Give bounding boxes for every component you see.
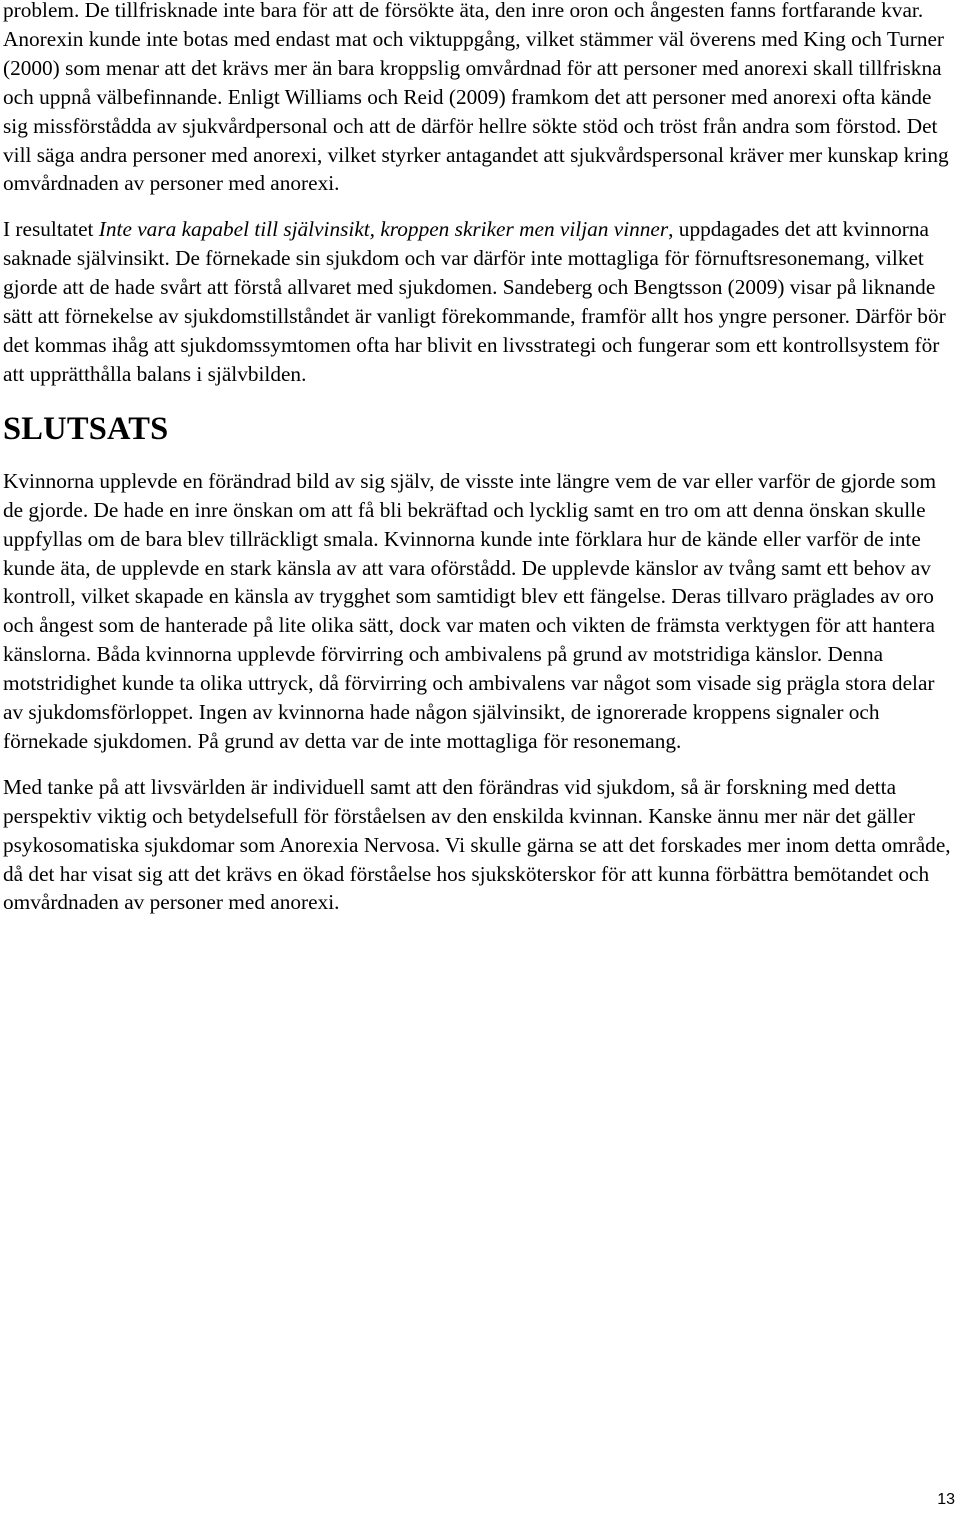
body-paragraph: problem. De tillfrisknade inte bara för att de försökte äta, den inre oron och ångesten fanns fortfarande kvar. Anorexin kunde inte botas med endast mat och viktuppgång, vilket stämmer väl överens med King och Turner (2000) som menar att det krävs mer än bara kroppslig omvårdnad för att personer med anorexi skall tillfriskna och uppnå välbefinnande. Enligt Williams och Reid (2009) framkom det att personer med anorexi ofta kände sig missförstådda av sjukvårdpersonal och att de därför hellre sökte stöd och tröst från andra som förstod. Det vill säga andra personer med anorexi, vilket styrker antagandet att sjukvårdspersonal kräver mer kunskap kring omvårdnaden av personer med anorexi. [3, 0, 949, 196]
section-heading: SLUTSATS [3, 410, 169, 447]
paragraph-text: , uppdagades det att kvinnorna saknade självinsikt. De förnekade sin sjukdom och var därför inte mottagliga för förnuftsresonemang, vilket gjorde att de hade svårt att förstå allvaret med sjukdomen. Sandeberg och Bengtsson (2009) visar på liknande sätt att förnekelse av sjukdomstillståndet är vanligt förekommande, framför allt hos yngre personer. Därför bör det kommas ihåg att sjukdomssymtomen ofta har blivit en livsstrategi och fungerar som ett kontrollsystem för att upprätthålla balans i självbilden. [3, 217, 946, 386]
body-paragraph: Med tanke på att livsvärlden är individuell samt att den förändras vid sjukdom, så är forskning med detta perspektiv viktig och betydelsefull för förståelsen av den enskilda kvinnan. Kanske ännu mer när det gäller psykosomatiska sjukdomar som Anorexia Nervosa. Vi skulle gärna se att det forskades mer inom detta område, då det har visat sig att det krävs en ökad förståelse hos sjuksköterskor för att kunna förbättra bemötandet och omvårdnaden av personer med anorexi. [3, 774, 951, 915]
body-paragraph: Kvinnorna upplevde en förändrad bild av sig själv, de visste inte längre vem de var eller varför de gjorde som de gjorde. De hade en inre önskan om att få bli bekräftad och lycklig samt en tro om att denna önskan skulle uppfyllas om de bara blev tillräckligt smala. Kvinnorna kunde inte förklara hur de kände eller varför de inte kunde äta, de upplevde en stark känsla av att vara oförstådd. De upplevde känslor av tvång samt ett behov av kontroll, vilket skapade en känsla av trygghet som samtidigt blev ett fängelse. Deras tillvaro präglades av oro och ångest som de hanterade på lite olika sätt, dock var maten och vikten de främsta verktygen för att hantera känslorna. Båda kvinnorna upplevde förvirring och ambivalens på grund av motstridiga känslor. Denna motstridighet kunde ta olika uttryck, då förvirring och ambivalens var något som visade sig prägla stora delar av sjukdomsförloppet. Ingen av kvinnorna hade någon självinsikt, de ignorerade kroppens signaler och förnekade sjukdomen. På grund av detta var de inte mottagliga för resonemang. [3, 468, 937, 753]
page-number: 13 [937, 1491, 955, 1508]
paragraph-lead-text: I resultatet [3, 217, 99, 242]
body-paragraph [3, 215, 957, 388]
result-theme-title: Inte vara kapabel till självinsikt, kroppen skriker men viljan vinner [98, 217, 669, 242]
document-page [3, 0, 957, 917]
